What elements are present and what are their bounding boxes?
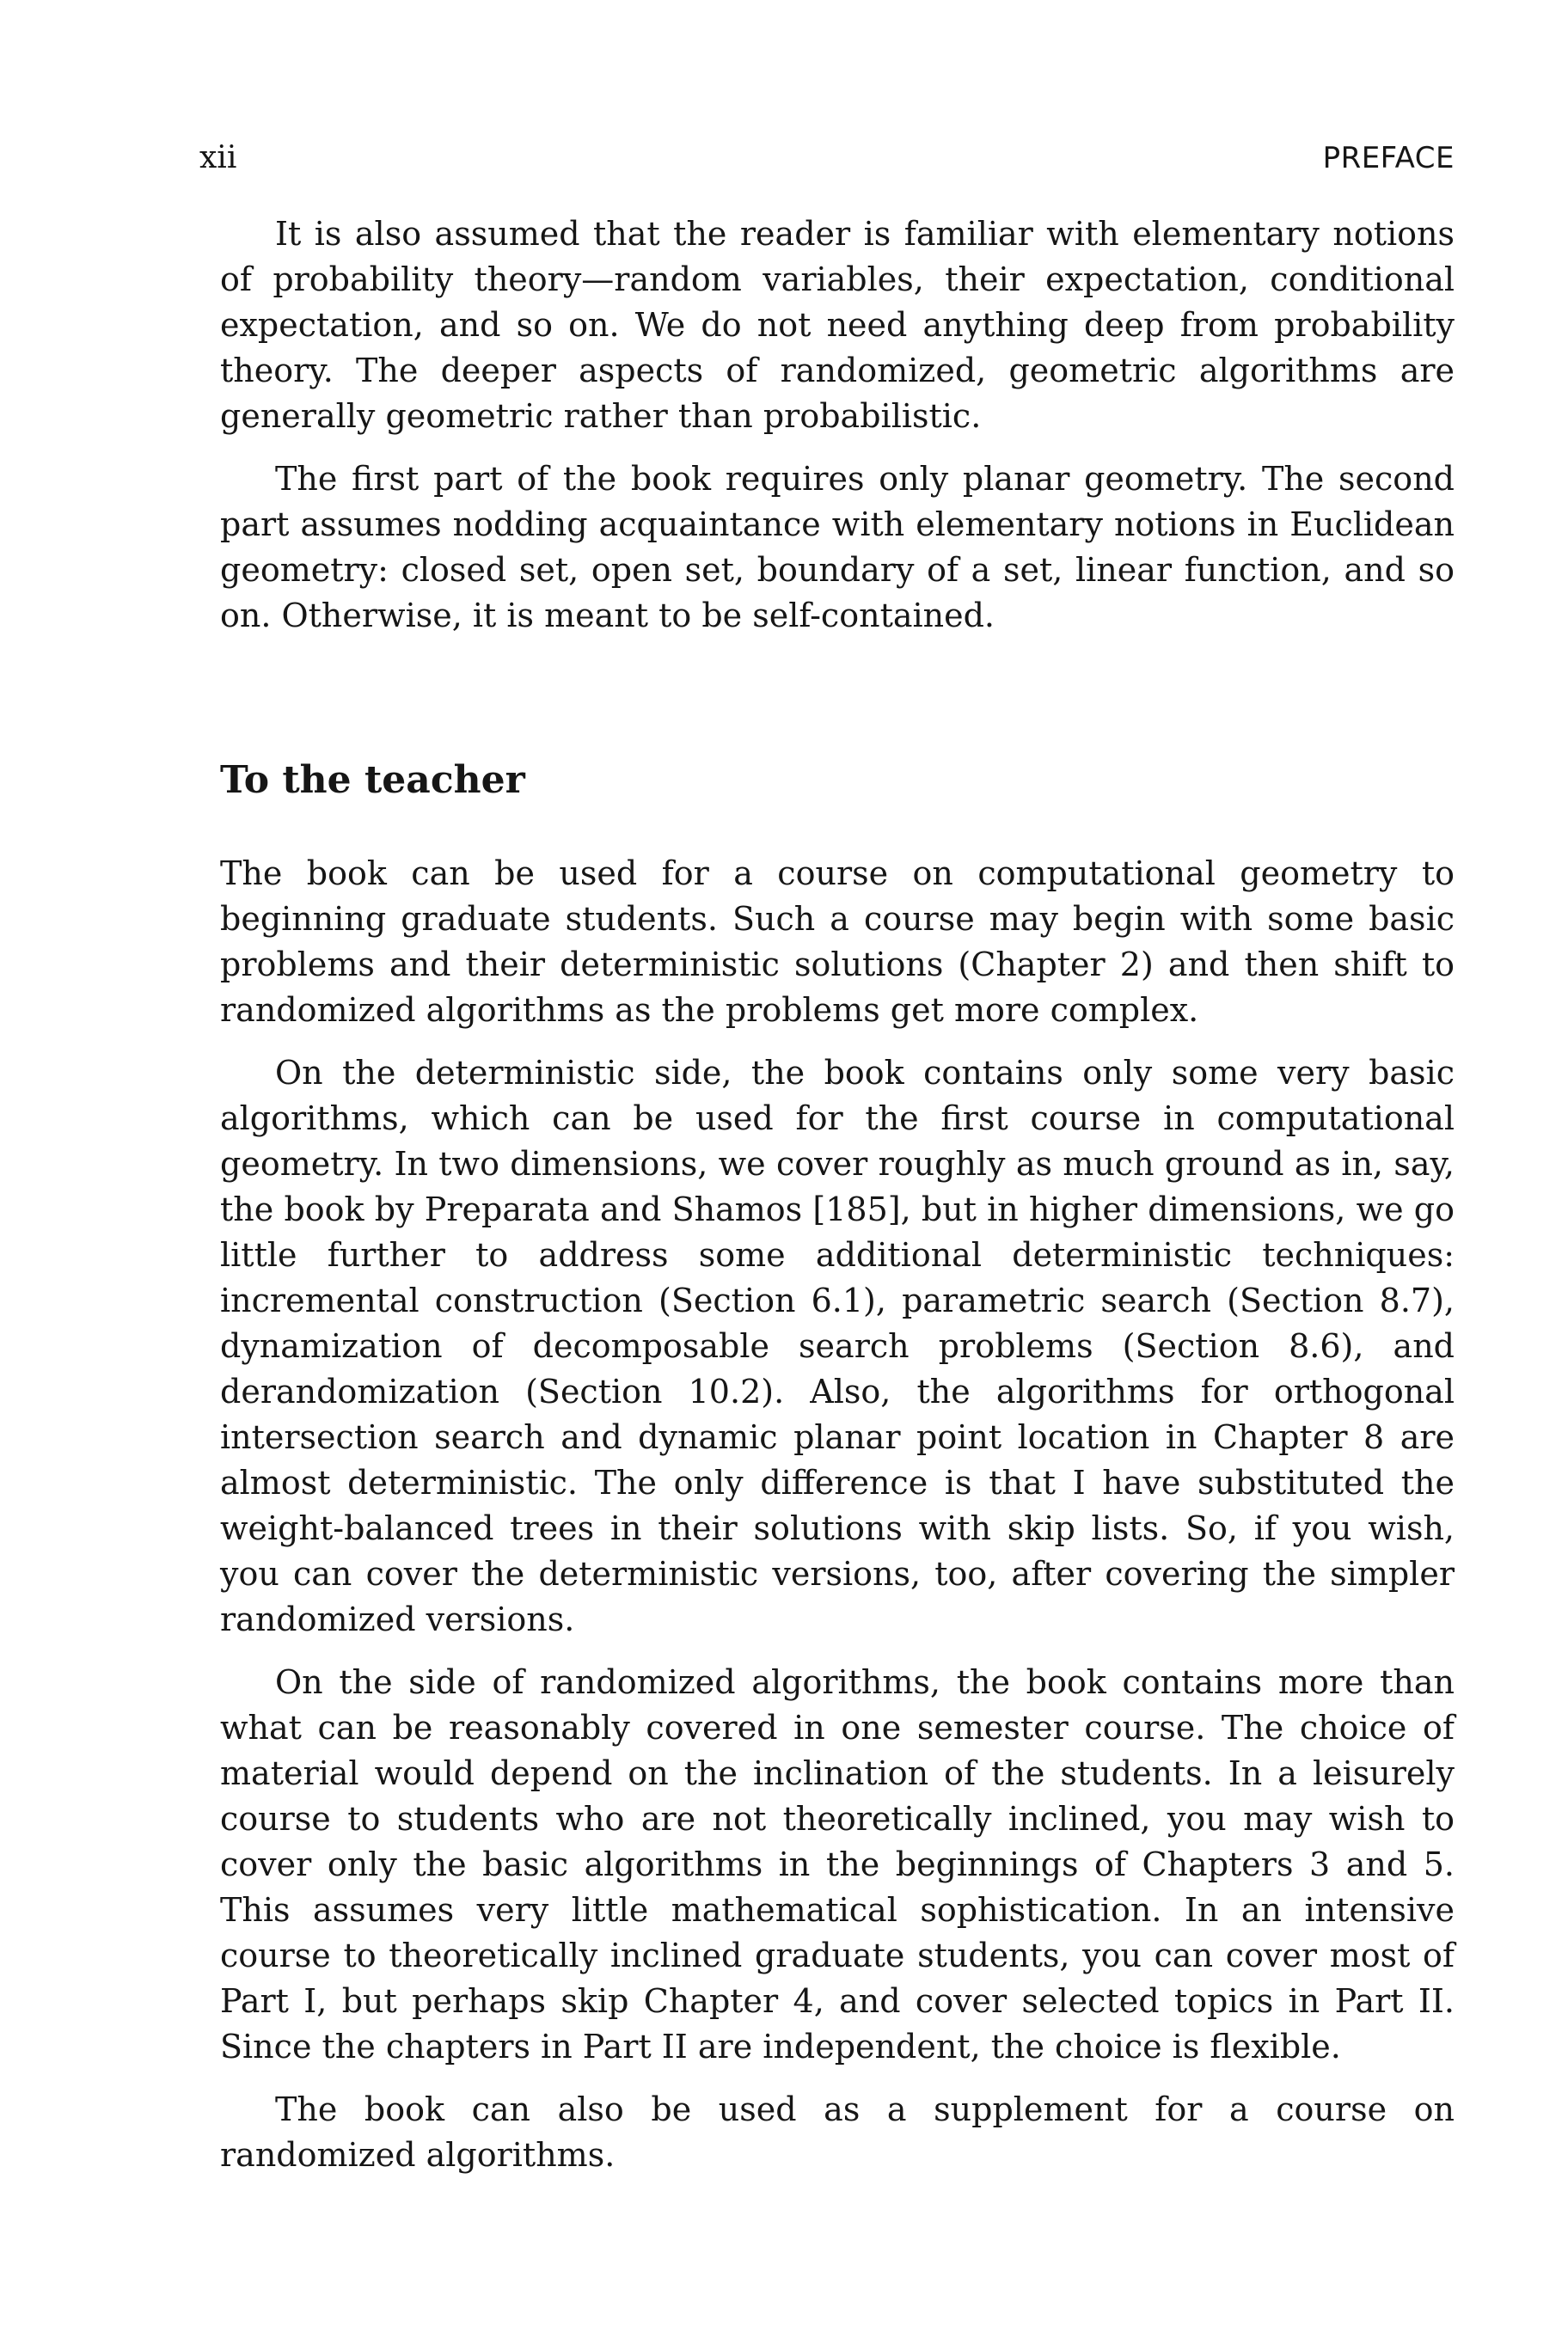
teacher-section-body [220,851,1455,2178]
page-number: xii [199,140,237,175]
teacher-paragraph-2: On the deterministic side, the book contains only some very basic algorithms, which can be used for the first course in computational geometry. In two dimensions, we cover roughly as much ground as in, say, the book by Preparata and Shamos [185], but in higher dimensions, we go little further to address some additional deterministic techniques: incremental construction (Section 6.1), parametric search (Section 8.7), dynamization of decomposable search problems (Section 8.6), and derandomization (Section 10.2). Also, the algorithms for orthogonal intersection search and dynamic planar point location in Chapter 8 are almost deterministic. The only difference is that I have substituted the weight-balanced trees in their solutions with skip lists. So, if you wish, you can cover the deterministic versions, too, after covering the simpler randomized versions. [220,1054,1455,1638]
running-title: PREFACE [1322,141,1455,175]
intro-paragraph-2: The first part of the book requires only planar geometry. The second part assumes nodding acquaintance with elementary notions in Euclidean geometry: closed set, open set, boundary of a set, linear function, and so on. Otherwise, it is meant to be self-contained. [220,460,1455,634]
teacher-paragraph-4: The book can also be used as a supplement for a course on randomized algorithms. [220,2090,1455,2174]
intro-block [220,211,1455,639]
teacher-paragraph-3: On the side of randomized algorithms, the book contains more than what can be reasonably covered in one semester course. The choice of material would depend on the inclination of the students. In a leisurely course to students who are not theoretically inclined, you may wish to cover only the basic algorithms in the beginnings of Chapters 3 and 5. This assumes very little mathematical sophistication. In an intensive course to theoretically inclined graduate students, you can cover most of Part I, but perhaps skip Chapter 4, and cover selected topics in Part II. Since the chapters in Part II are independent, the choice is flexible. [220,1663,1455,2066]
teacher-paragraph-1: The book can be used for a course on computational geometry to beginning graduate students. Such a course may begin with some basic problems and their deterministic solutions (Chapter 2) and then shift to randomized algorithms as the problems get more complex. [220,854,1455,1029]
intro-paragraph-1: It is also assumed that the reader is familiar with elementary notions of probability theory—random variables, their expectation, conditional expectation, and so on. We do not need anything deep from probability theory. The deeper aspects of randomized, geometric algorithms are generally geometric rather than probabilistic. [220,215,1455,435]
section-heading: To the teacher [220,758,525,802]
